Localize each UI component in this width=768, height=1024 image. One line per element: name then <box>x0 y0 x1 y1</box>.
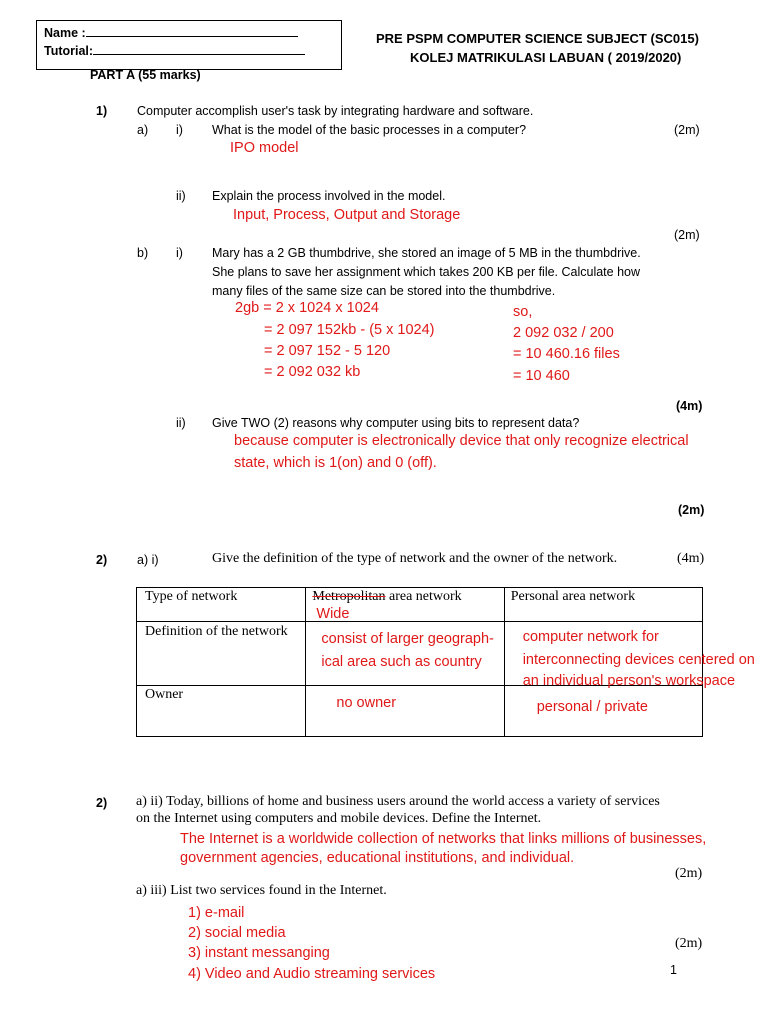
q2a-ii-answer-line1: The Internet is a worldwide collection of networks that links millions of businesses, <box>180 831 707 847</box>
q1b-ii-marks: (2m) <box>678 503 705 517</box>
q1b-i-line2: She plans to save her assignment which takes 200 KB per file. Calculate how <box>212 265 641 279</box>
header-metro-rest: area network <box>385 589 462 604</box>
q1a-ii-answer: Input, Process, Output and Storage <box>233 207 461 223</box>
header-type-cell <box>137 588 306 622</box>
row-definition-pan-cell <box>504 622 755 689</box>
page-number: 1 <box>670 963 677 977</box>
q2a-i-marks: (4m) <box>677 551 705 566</box>
name-blank-line <box>86 25 298 37</box>
owner-pan: personal / private <box>536 699 648 715</box>
network-table <box>136 587 755 737</box>
q2a-i-label: a) i) <box>137 553 159 567</box>
q1a-ii-marks: (2m) <box>674 228 700 242</box>
header-metro-correction: Wide <box>316 606 350 622</box>
calc-right-2: 2 092 032 / 200 <box>513 325 614 341</box>
service-item-3: 3) instant messanging <box>188 945 330 961</box>
definition-pan-line3: an individual person's workspace <box>522 673 736 689</box>
row-owner-label: Owner <box>145 687 184 702</box>
q1a-i-marks: (2m) <box>674 123 700 137</box>
q1a-ii-label: ii) <box>176 189 186 203</box>
q2a-ii-marks: (2m) <box>675 866 703 881</box>
row-owner-pan-cell <box>504 686 702 737</box>
calc-left-3: = 2 097 152 - 5 120 <box>264 343 391 359</box>
q1b-i-label: i) <box>176 246 183 260</box>
q1b-ii-answer-line1: because computer is electronically device that only recognize electrical <box>234 433 689 449</box>
service-item-2: 2) social media <box>188 925 286 941</box>
row-definition-metro-cell <box>306 622 504 686</box>
header-metro-struck: Metropolitan <box>312 589 386 604</box>
tutorial-field <box>44 43 305 58</box>
tutorial-label: Tutorial: <box>44 44 94 58</box>
definition-metro-line1: consist of larger geograph- <box>321 631 494 647</box>
header-type: Type of network <box>145 589 238 604</box>
row-owner-label-cell <box>137 686 306 737</box>
header-metro-cell <box>306 588 504 622</box>
header-pan-cell <box>504 588 702 622</box>
owner-metro: no owner <box>336 695 397 711</box>
calc-left-1: 2gb = 2 x 1024 x 1024 <box>235 300 379 316</box>
calc-right-1: so, <box>513 304 533 320</box>
q1a-i-label: i) <box>176 123 183 137</box>
definition-pan-line2: interconnecting devices centered on <box>522 652 755 668</box>
service-item-4: 4) Video and Audio streaming services <box>188 966 436 982</box>
q1a-ii-text: Explain the process involved in the model. <box>212 189 446 203</box>
service-item-1: 1) e-mail <box>188 905 245 921</box>
q1a-label: a) <box>137 123 149 137</box>
q2a-ii-line2: on the Internet using computers and mobile devices. Define the Internet. <box>136 811 542 826</box>
table-row-owner <box>137 686 703 737</box>
calc-left-4: = 2 092 032 kb <box>264 364 361 380</box>
q2-number: 2) <box>96 553 108 567</box>
exam-title: PRE PSPM COMPUTER SCIENCE SUBJECT (SC015) <box>376 31 699 46</box>
q1b-i-line3: many files of the same size can be stored into the thumbdrive. <box>212 284 556 298</box>
q2a-ii-line1: a) ii) Today, billions of home and business users around the world access a variety of services <box>136 794 660 809</box>
q1b-ii-label: ii) <box>176 416 186 430</box>
definition-metro-line2: ical area such as country <box>321 654 482 670</box>
row-definition-label: Definition of the network <box>145 624 288 639</box>
q2b-number: 2) <box>96 796 108 810</box>
q1b-ii-text: Give TWO (2) reasons why computer using bits to represent data? <box>212 416 580 430</box>
row-owner-metro-cell <box>306 686 504 737</box>
q2a-iii-marks: (2m) <box>675 936 703 951</box>
row-definition-label-cell <box>137 622 306 686</box>
name-field <box>44 25 298 40</box>
part-heading: PART A (55 marks) <box>90 68 201 82</box>
name-label: Name : <box>44 26 86 40</box>
table-row-definition <box>137 622 703 686</box>
calc-right-4: = 10 460 <box>513 368 570 384</box>
table-header-row <box>137 588 703 622</box>
q1-stem: Computer accomplish user's task by integrating hardware and software. <box>137 104 534 118</box>
header-pan: Personal area network <box>510 589 636 604</box>
q1b-ii-answer-line2: state, which is 1(on) and 0 (off). <box>234 455 437 471</box>
q2a-i-text: Give the definition of the type of network and the owner of the network. <box>212 551 618 566</box>
q1b-label: b) <box>137 246 149 260</box>
q1a-i-text: What is the model of the basic processes in a computer? <box>212 123 527 137</box>
q1b-i-marks: (4m) <box>676 399 703 413</box>
q2a-iii-text: a) iii) List two services found in the Internet. <box>136 883 387 898</box>
q1b-i-line1: Mary has a 2 GB thumbdrive, she stored an image of 5 MB in the thumbdrive. <box>212 246 641 260</box>
q2a-ii-answer-line2: government agencies, educational institutions, and individual. <box>180 850 575 866</box>
calc-left-2: = 2 097 152kb - (5 x 1024) <box>264 322 435 338</box>
calc-right-3: = 10 460.16 files <box>513 346 620 362</box>
definition-pan-line1: computer network for <box>522 629 659 645</box>
q1-number: 1) <box>96 104 108 118</box>
q1a-i-answer: IPO model <box>230 140 299 156</box>
college-title: KOLEJ MATRIKULASI LABUAN ( 2019/2020) <box>410 50 682 65</box>
tutorial-blank-line <box>93 43 305 55</box>
